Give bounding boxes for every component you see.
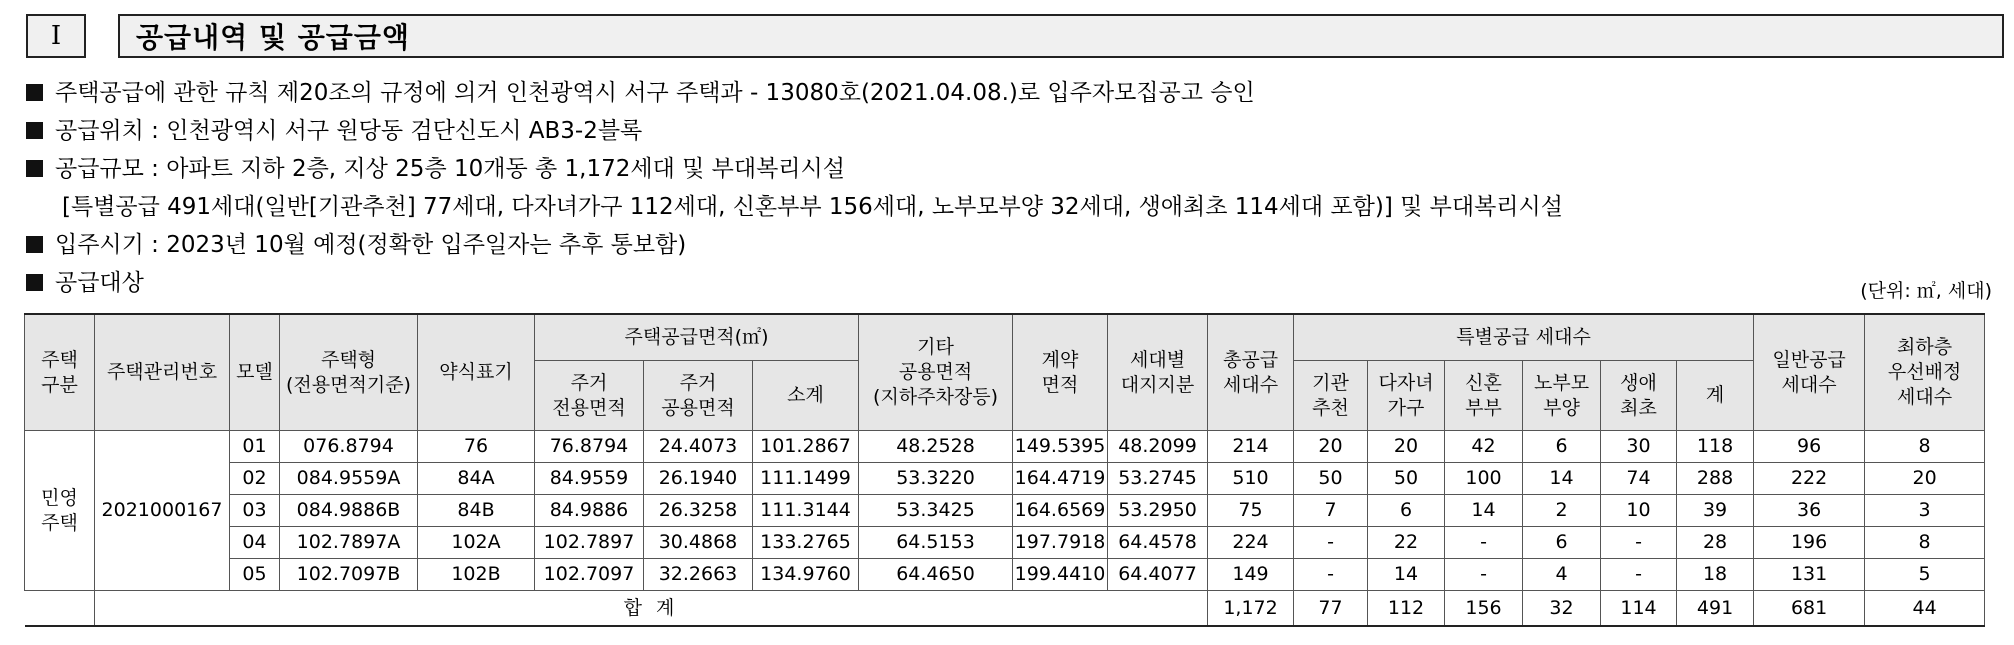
house-group-cell <box>25 431 95 591</box>
first-time-cell: - <box>1601 559 1677 591</box>
lowest-floor-cell: 8 <box>1865 431 1985 463</box>
exclusive-area-cell: 102.7097 <box>535 559 644 591</box>
special-total-cell: 39 <box>1677 495 1754 527</box>
other-common-cell: 64.4650 <box>859 559 1013 591</box>
subtotal-cell: 133.2765 <box>753 527 859 559</box>
total-supply-cell: 510 <box>1208 463 1294 495</box>
subtotal-cell: 111.1499 <box>753 463 859 495</box>
model-cell: 01 <box>230 431 280 463</box>
institution-cell: - <box>1294 527 1368 559</box>
exclusive-area-cell: 84.9886 <box>535 495 644 527</box>
house-type-cell: 102.7097B <box>280 559 418 591</box>
multi-child-cell: 50 <box>1368 463 1445 495</box>
bullet-square-icon <box>26 236 43 253</box>
header-elderly-parent: 노부모 부양 <box>1523 361 1601 431</box>
total-label: 합 계 <box>95 591 1208 627</box>
general-supply-cell: 131 <box>1754 559 1865 591</box>
other-common-cell: 64.5153 <box>859 527 1013 559</box>
elderly-parent-cell: 2 <box>1523 495 1601 527</box>
first-time-cell: - <box>1601 527 1677 559</box>
header-house-type: 주택형 (전용면적기준) <box>280 314 418 431</box>
elderly-parent-cell: 6 <box>1523 431 1601 463</box>
header-land-share: 세대별 대지지분 <box>1108 314 1208 431</box>
contract-area-cell: 149.5395 <box>1013 431 1108 463</box>
model-cell: 03 <box>230 495 280 527</box>
lowest-floor-cell: 5 <box>1865 559 1985 591</box>
total-supply-cell: 224 <box>1208 527 1294 559</box>
table-header-row <box>25 314 1985 361</box>
institution-cell: 20 <box>1294 431 1368 463</box>
total-supply-cell: 214 <box>1208 431 1294 463</box>
header-total-supply: 총공급 세대수 <box>1208 314 1294 431</box>
section-number: Ⅰ <box>26 14 86 58</box>
header-special-total: 계 <box>1677 361 1754 431</box>
total-multi-child: 112 <box>1368 591 1445 627</box>
header-model: 모델 <box>230 314 280 431</box>
multi-child-cell: 6 <box>1368 495 1445 527</box>
header-newlywed: 신혼 부부 <box>1445 361 1523 431</box>
multi-child-cell: 14 <box>1368 559 1445 591</box>
common-area-cell: 30.4868 <box>644 527 753 559</box>
header-short-label: 약식표기 <box>418 314 535 431</box>
header-first-time: 생애 최초 <box>1601 361 1677 431</box>
model-cell: 05 <box>230 559 280 591</box>
header-mgmt-no: 주택관리번호 <box>95 314 230 431</box>
common-area-cell: 32.2663 <box>644 559 753 591</box>
mgmt-no-cell: 2021000167 <box>95 431 230 591</box>
house-group-line: 주택 <box>41 511 78 534</box>
newlywed-cell: - <box>1445 527 1523 559</box>
special-total-cell: 28 <box>1677 527 1754 559</box>
header-special-supply: 특별공급 세대수 <box>1294 314 1754 361</box>
header-exclusive-area: 주거 전용면적 <box>535 361 644 431</box>
note-approval <box>26 74 1255 107</box>
multi-child-cell: 20 <box>1368 431 1445 463</box>
header-general-supply: 일반공급 세대수 <box>1754 314 1865 431</box>
note-scale-text: 공급규모 : 아파트 지하 2층, 지상 25층 10개동 총 1,172세대 및 부대복리시설 <box>55 156 845 182</box>
total-institution: 77 <box>1294 591 1368 627</box>
note-move-in-text: 입주시기 : 2023년 10월 예정(정확한 입주일자는 추후 통보함) <box>55 232 687 258</box>
elderly-parent-cell: 6 <box>1523 527 1601 559</box>
newlywed-cell: 42 <box>1445 431 1523 463</box>
other-common-cell: 53.3220 <box>859 463 1013 495</box>
newlywed-cell: 14 <box>1445 495 1523 527</box>
model-cell: 04 <box>230 527 280 559</box>
total-newlywed: 156 <box>1445 591 1523 627</box>
newlywed-cell: 100 <box>1445 463 1523 495</box>
note-target-text: 공급대상 <box>55 270 144 296</box>
note-location-text: 공급위치 : 인천광역시 서구 원당동 검단신도시 AB3-2블록 <box>55 118 643 144</box>
total-empty-cell <box>25 591 95 627</box>
general-supply-cell: 96 <box>1754 431 1865 463</box>
table-row <box>25 559 1985 591</box>
short-label-cell: 102A <box>418 527 535 559</box>
exclusive-area-cell: 102.7897 <box>535 527 644 559</box>
note-approval-text: 주택공급에 관한 규칙 제20조의 규정에 의거 인천광역시 서구 주택과 - 13080호(2021.04.08.)로 입주자모집공고 승인 <box>55 80 1255 106</box>
first-time-cell: 30 <box>1601 431 1677 463</box>
common-area-cell: 26.1940 <box>644 463 753 495</box>
exclusive-area-cell: 76.8794 <box>535 431 644 463</box>
header-multi-child: 다자녀 가구 <box>1368 361 1445 431</box>
supply-table <box>24 313 1985 627</box>
header-subtotal: 소계 <box>753 361 859 431</box>
table-row <box>25 495 1985 527</box>
special-total-cell: 288 <box>1677 463 1754 495</box>
land-share-cell: 64.4077 <box>1108 559 1208 591</box>
total-supply-cell: 75 <box>1208 495 1294 527</box>
first-time-cell: 74 <box>1601 463 1677 495</box>
contract-area-cell: 197.7918 <box>1013 527 1108 559</box>
note-scale <box>26 150 845 183</box>
house-type-cell: 102.7897A <box>280 527 418 559</box>
multi-child-cell: 22 <box>1368 527 1445 559</box>
note-move-in <box>26 226 686 259</box>
other-common-cell: 48.2528 <box>859 431 1013 463</box>
land-share-cell: 53.2745 <box>1108 463 1208 495</box>
header-other-common: 기타 공용면적 (지하주차장등) <box>859 314 1013 431</box>
bullet-square-icon <box>26 274 43 291</box>
header-contract-area: 계약 면적 <box>1013 314 1108 431</box>
note-special-breakdown: [특별공급 491세대(일반[기관추천] 77세대, 다자녀가구 112세대, 신혼부부 156세대, 노부모부양 32세대, 생애최초 114세대 포함)] 및 부대복리시설 <box>62 194 1563 220</box>
subtotal-cell: 101.2867 <box>753 431 859 463</box>
institution-cell: 7 <box>1294 495 1368 527</box>
short-label-cell: 76 <box>418 431 535 463</box>
header-house-group: 주택 구분 <box>25 314 95 431</box>
house-type-cell: 084.9559A <box>280 463 418 495</box>
header-institution: 기관 추천 <box>1294 361 1368 431</box>
short-label-cell: 84A <box>418 463 535 495</box>
land-share-cell: 64.4578 <box>1108 527 1208 559</box>
short-label-cell: 84B <box>418 495 535 527</box>
house-type-cell: 084.9886B <box>280 495 418 527</box>
bullet-square-icon <box>26 122 43 139</box>
total-first-time: 114 <box>1601 591 1677 627</box>
note-location <box>26 112 642 145</box>
short-label-cell: 102B <box>418 559 535 591</box>
bullet-square-icon <box>26 160 43 177</box>
other-common-cell: 53.3425 <box>859 495 1013 527</box>
model-cell: 02 <box>230 463 280 495</box>
header-common-area: 주거 공용면적 <box>644 361 753 431</box>
total-supply-sum: 1,172 <box>1208 591 1294 627</box>
land-share-cell: 53.2950 <box>1108 495 1208 527</box>
table-row <box>25 527 1985 559</box>
house-type-cell: 076.8794 <box>280 431 418 463</box>
exclusive-area-cell: 84.9559 <box>535 463 644 495</box>
header-supply-area: 주택공급면적(㎡) <box>535 314 859 361</box>
elderly-parent-cell: 4 <box>1523 559 1601 591</box>
table-total-row <box>25 591 1985 627</box>
institution-cell: - <box>1294 559 1368 591</box>
header-lowest-floor: 최하층 우선배정 세대수 <box>1865 314 1985 431</box>
common-area-cell: 24.4073 <box>644 431 753 463</box>
contract-area-cell: 199.4410 <box>1013 559 1108 591</box>
newlywed-cell: - <box>1445 559 1523 591</box>
total-general: 681 <box>1754 591 1865 627</box>
lowest-floor-cell: 20 <box>1865 463 1985 495</box>
first-time-cell: 10 <box>1601 495 1677 527</box>
special-total-cell: 18 <box>1677 559 1754 591</box>
lowest-floor-cell: 8 <box>1865 527 1985 559</box>
general-supply-cell: 36 <box>1754 495 1865 527</box>
common-area-cell: 26.3258 <box>644 495 753 527</box>
contract-area-cell: 164.4719 <box>1013 463 1108 495</box>
general-supply-cell: 196 <box>1754 527 1865 559</box>
subtotal-cell: 111.3144 <box>753 495 859 527</box>
table-row <box>25 431 1985 463</box>
contract-area-cell: 164.6569 <box>1013 495 1108 527</box>
note-target <box>26 264 144 297</box>
subtotal-cell: 134.9760 <box>753 559 859 591</box>
total-elderly-parent: 32 <box>1523 591 1601 627</box>
elderly-parent-cell: 14 <box>1523 463 1601 495</box>
general-supply-cell: 222 <box>1754 463 1865 495</box>
lowest-floor-cell: 3 <box>1865 495 1985 527</box>
total-special-sum: 491 <box>1677 591 1754 627</box>
table-row <box>25 463 1985 495</box>
section-title: 공급내역 및 공급금액 <box>118 14 2004 58</box>
institution-cell: 50 <box>1294 463 1368 495</box>
special-total-cell: 118 <box>1677 431 1754 463</box>
bullet-square-icon <box>26 84 43 101</box>
unit-note: (단위: ㎡, 세대) <box>1860 280 1992 302</box>
house-group-line: 민영 <box>41 486 78 509</box>
land-share-cell: 48.2099 <box>1108 431 1208 463</box>
total-lowest-floor: 44 <box>1865 591 1985 627</box>
total-supply-cell: 149 <box>1208 559 1294 591</box>
